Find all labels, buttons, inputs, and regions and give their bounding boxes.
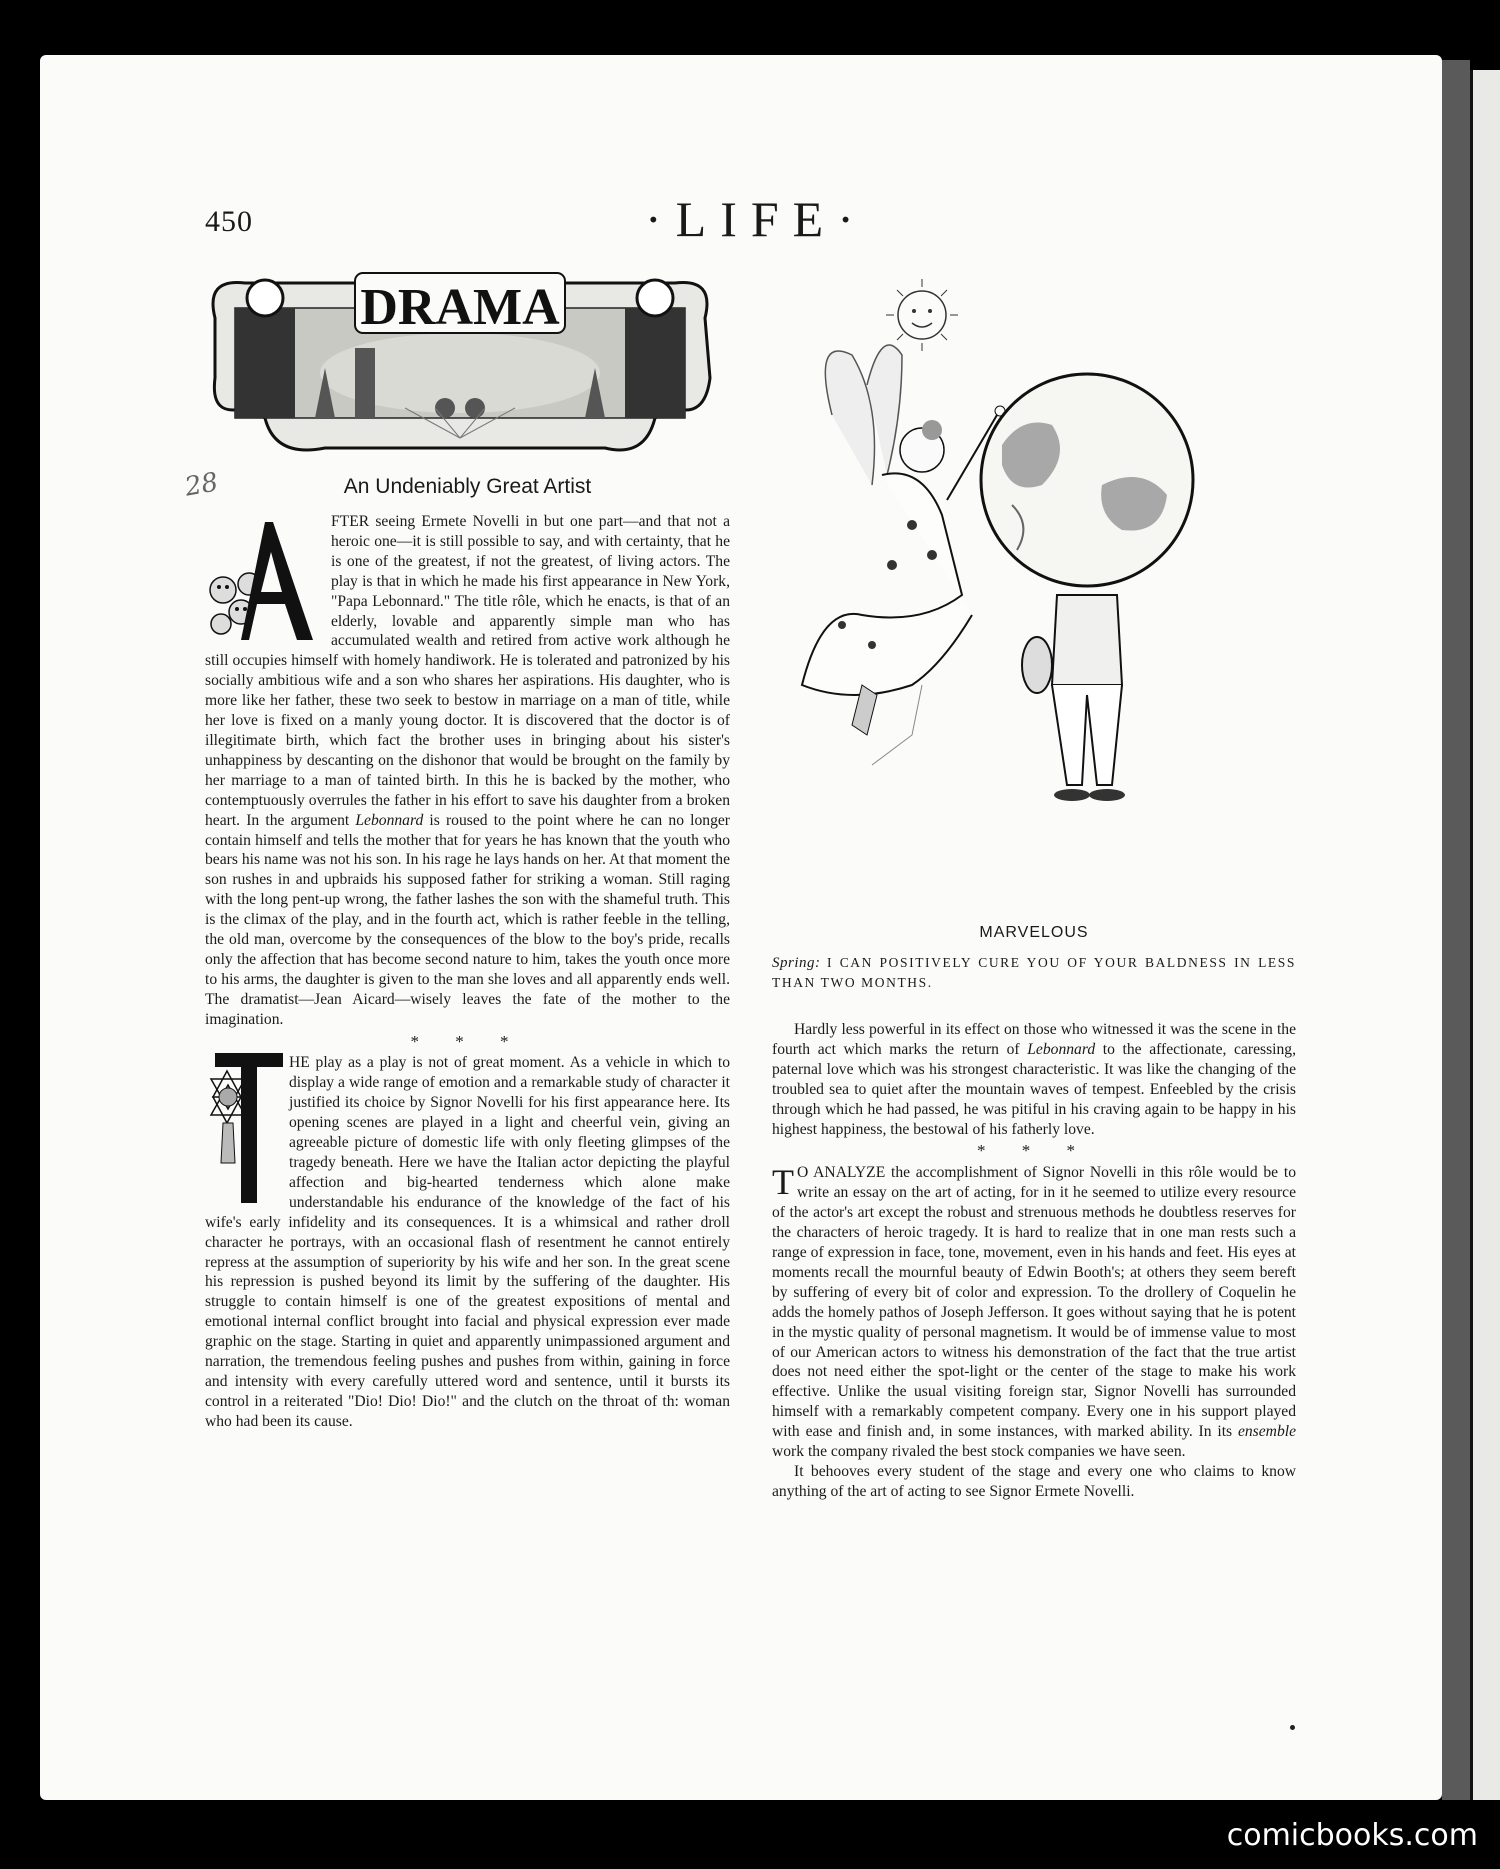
paragraph-4: T O ANALYZE the accomplishment of Signor Novelli in this rôle would be to write an essay on the art of acting, for in it he seemed to utilize every resource of the actor's art except the robust and strenuous methods he doubtless reserves for the characters of heroic tragedy. It is hard to realize that in one man rests such a range of expression in face, tone, movement, even in his hands and feet. His eyes at moments recall the mournful beauty of Edwin Booth's; at others they seem bereft by suffering of every bit of color and expression. To the drollery of Coquelin he adds the homely pathos of Joseph Jefferson. It goes without saying that he is potent in the mystic quality of personal magnetism. It would be of immense value to most of our American actors to witness his demonstration of the fact that the true artist does not need either the spot-light or the center of the stage to make his work effective. Unlike the usual visiting foreign star, Signor Novelli has surrounded himself with a remarkably competent company. Every one in his support played with ease and finish and, in some instances, with marked ability. In its ensemble work the company rivaled the best stock companies we have seen.: [772, 1162, 1296, 1461]
globe-head-man: [981, 374, 1193, 801]
page-number: 450: [205, 205, 253, 238]
cartoon-line: I CAN POSITIVELY CURE YOU OF YOUR BALDNESS IN LESS THAN TWO MONTHS.: [772, 955, 1296, 990]
cartoon-title: MARVELOUS: [979, 924, 1089, 941]
article-title: An Undeniably Great Artist: [343, 475, 592, 498]
theater-masks-icon: [205, 512, 325, 647]
paragraph-1: FTER seeing Ermete Novelli in but one part—and that not a heroic one—it is still possible to say, and with certainty, that he is one of the greatest, if not the greatest, of living actors. The play is that in which he made his first appearance in New York, "Papa Lebonnard." The title rôle, which he enacts, is that of an elderly, lovable and apparently simple man who has accumulated wealth and retired from active work although he still occupies himself with homely handiwork. He is tolerated and patronized by his socially ambitious wife and a son who shares her aspirations. His daughter, who is more like her father, these two seek to bestow in marriage on a man of title, while her love is fixed on a manly young doctor. It is discovered that the doctor is of illegitimate birth, which fact the brother uses in bringing about his sister's unhappiness by descanting on the dishonor that would be brought on the family by her marriage to a man of tainted birth. In this he is backed by the mother, who contemptuously overrules the father in his effort to save his daughter from a broken heart. In the argument Lebonnard is roused to the point where he can no longer contain himself and tells the mother that for years he has known that the youth who bears his name was not his son. In his rage he lays hands on her. At that moment the son rushes in and upbraids his supposed father for striking a woman. Still raging with the long pent-up wrong, the father lashes the son with the shameful truth. This is the climax of the play, and in the fourth act, which is rather feeble in the telling, the old man, overcome by the consequences of the blow to the boy's pride, recalls only the affection that has become second nature to him, takes the youth once more to his arms, the daughter is given to the man she loves and all apparently ends well. The dramatist—Jean Aicard—wisely leaves the fate of the mother to the imagination.: [205, 513, 730, 1028]
section-separator: * * *: [410, 1031, 525, 1051]
drama-banner: [205, 258, 715, 463]
drama-banner-title: DRAMA: [360, 279, 560, 336]
watermark: comicbooks.com: [1226, 1818, 1478, 1853]
masthead: ·LIFE·: [645, 191, 868, 247]
dropcap-t: [205, 1053, 283, 1203]
cartoon-caption: [772, 953, 1296, 993]
sun-icon: [886, 279, 958, 351]
scan-edge: [1442, 60, 1470, 1800]
article-right-column: [772, 1020, 1296, 1502]
dropcap-a: [205, 512, 325, 647]
next-page-edge: [1470, 70, 1500, 1800]
cartoon-speaker: Spring:: [772, 955, 821, 971]
section-separator-2: * * *: [977, 1141, 1091, 1161]
fairy-spring: [802, 345, 1005, 765]
paragraph-2: HE play as a play is not of great moment. As a vehicle in which to display a wide range of emotion and a remarkable study of character it justified its choice by Signor Novelli for his first appearance here. Its opening scenes are played in a light and cheerful vein, giving an agreeable picture of domestic life with only fleeting glimpses of the tragedy beneath. Here we have the Italian actor depicting the playful affection and big-hearted tenderness which alone make understandable his endurance of the knowledge of the fact of his wife's early infidelity and its consequences. It is a whimsical and rather droll character he portrays, with an occasional flash of resentment he cannot entirely repress at the assumption of superiority by his wife and her son. In the great scene his repression is pushed beyond its limit by the suffering of the daughter. His struggle to contain himself is one of the greatest expositions of mental and emotional internal conflict brought into facial and physical expression ever made graphic on the stage. Starting in quiet and apparently unimpassioned argument and narration, the tremendous feeling pushes and pushes from within, gaining in force and intensity with every carefully uttered word and sentence, until it bursts its control in a reiterated "Dio! Dio! Dio!" and the clutch on the throat of th: woman who had been its cause.: [205, 1054, 730, 1430]
pencil-mark: 28: [182, 467, 221, 503]
paragraph-3: Hardly less powerful in its effect on those who witnessed it was the scene in the fourth act which marks the return of Lebonnard to the affectionate, caressing, paternal love which was his strongest characteristic. It was like the changing of the troubled sea to quiet after the mountain waves of tempest. Enfeebled by the crisis through which he had passed, he was pitiful in his craving again to be happy in his highest happiness, the bestowal of his fatherly love.: [772, 1021, 1296, 1138]
marvelous-cartoon: [772, 265, 1302, 915]
dropcap-t-2: T: [772, 1162, 794, 1203]
article-left-column: [205, 512, 730, 1432]
star-portrait-icon: [205, 1053, 283, 1203]
paragraph-5: It behooves every student of the stage and every one who claims to know anything of the art of acting to see Signor Ermete Novelli.: [772, 1462, 1296, 1500]
ink-dot: [1290, 1725, 1295, 1730]
